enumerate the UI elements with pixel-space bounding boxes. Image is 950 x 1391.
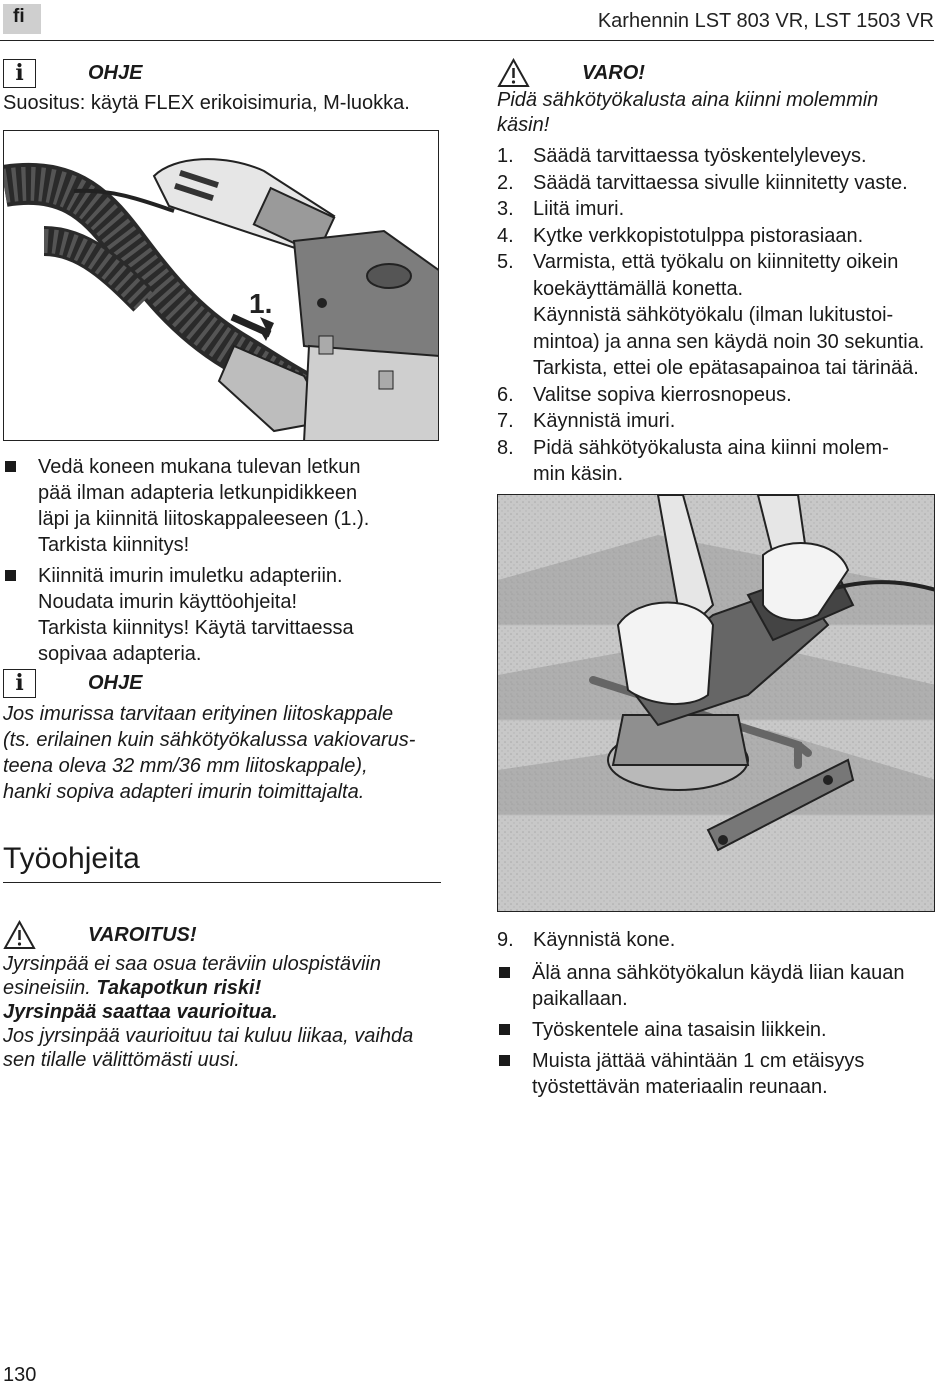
warning-block (3, 920, 441, 1072)
warning-triangle-icon (3, 920, 36, 950)
note-label: OHJE (88, 61, 143, 84)
note-label: OHJE (88, 671, 143, 694)
page-number: 130 (3, 1364, 37, 1386)
caution-label: VARO! (582, 61, 645, 84)
info-icon: i (3, 59, 36, 88)
bullet-item: Vedä koneen mukana tulevan letkun pää ilman adapteria letkunpidikkeen läpi ja kiinnitä liitoskappaleeseen (1.). Tarkista kiinnitys! (3, 454, 441, 558)
step-item: 9. Käynnistä kone. (497, 929, 676, 951)
header-divider (0, 40, 934, 41)
page-header-title: Karhennin LST 803 VR, LST 1503 VR (597, 10, 934, 32)
bullet-item: Älä anna sähkötyökalun käydä liian kauan paikallaan. (497, 960, 937, 1012)
step-item: 7. Käynnistä imuri. (497, 410, 676, 432)
step-item: 6. Valitse sopiva kierrosnopeus. (497, 383, 792, 406)
warning-triangle-icon (497, 58, 530, 88)
warning-text: Jyrsinpää ei saa osua teräviin ulospistäviin esineisiin. Takapotkun riski! Jyrsinpää saattaa vaurioitua. Jos jyrsinpää vaurioituu tai kuluu liikaa, vaihda sen tilalle välittömästi uusi. (3, 953, 414, 1071)
bullet-item: Muista jättää vähintään 1 cm etäisyys työstettävän materiaalin reunaan. (497, 1048, 937, 1100)
bullet-square-icon (5, 461, 16, 472)
step-item: 8. Pidä sähkötyökalusta aina kiinni molem- min käsin. (497, 436, 889, 485)
section-divider (3, 882, 441, 883)
note-block-1 (3, 58, 441, 116)
stair-grinding-illustration (498, 495, 935, 912)
figure-stair-operation (497, 494, 935, 912)
info-icon: i (3, 669, 36, 698)
note-block-2 (3, 668, 441, 805)
bullet-square-icon (499, 967, 510, 978)
bullet-square-icon (499, 1055, 510, 1066)
section-title: Työohjeita (3, 842, 140, 875)
step-item: 4. Kytke verkkopistotulppa pistorasiaan. (497, 224, 864, 247)
bullet-square-icon (5, 570, 16, 581)
step-item: 5. Varmista, että työkalu on kiinnitetty oikein koekäyttämällä konetta. Käynnistä sähkötyökalu (ilman lukitustoi- mintoa) ja anna sen käydä noin 30 sekuntia. Tarkista, ettei ole epätasapainoa tai tärinää. (497, 251, 925, 379)
warning-label: VAROITUS! (88, 923, 197, 946)
step-item: 1. Säädä tarvittaessa työskentelyleveys. (497, 145, 867, 167)
note-text: Suositus: käytä FLEX erikoisimuria, M-luokka. (3, 92, 410, 114)
connection-bullets (3, 454, 441, 672)
note-text: Jos imurissa tarvitaan erityinen liitoskappale (ts. erilainen kuin sähkötyökalussa vakiovarus- teena oleva 32 mm/36 mm liitoskappale), hanki sopiva adapteri imurin toimittajalta. (3, 703, 416, 803)
language-tab: fi (3, 4, 41, 34)
callout-label: 1. (249, 288, 273, 319)
step-item: 2. Säädä tarvittaessa sivulle kiinnitetty vaste. (497, 171, 908, 194)
step-item: 3. Liitä imuri. (497, 198, 625, 220)
bullet-item: Kiinnitä imurin imuletku adapteriin. Noudata imurin käyttöohjeita! Tarkista kiinnitys! Käytä tarvittaessa sopivaa adapteria. (3, 563, 441, 667)
tool-hose-illustration (4, 131, 439, 441)
steps-list (497, 143, 937, 488)
caution-text: Pidä sähkötyökalusta aina kiinni molemmin käsin! (497, 89, 879, 136)
caution-block (497, 58, 937, 138)
figure-hose-connection (3, 130, 439, 441)
operation-notes (497, 927, 937, 1105)
bullet-item: Työskentele aina tasaisin liikkein. (497, 1017, 937, 1043)
section-header (3, 842, 441, 883)
bullet-square-icon (499, 1024, 510, 1035)
